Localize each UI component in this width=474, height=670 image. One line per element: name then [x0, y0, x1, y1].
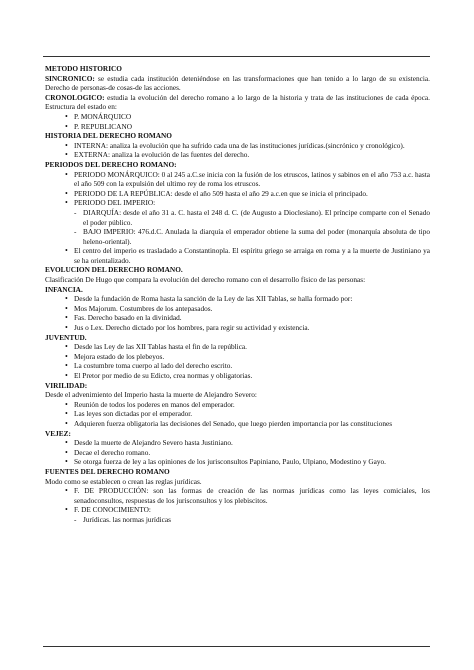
section-title-metodo: METODO HISTORICO	[45, 64, 122, 73]
list-item: • Jus o Lex. Derecho dictado por los hombres, para regir su actividad y existencia.	[45, 323, 430, 333]
paragraph-virilidad: Desde el advenimiento del Imperio hasta la muerte de Alejandro Severo:	[45, 390, 257, 400]
list-item: • Mejora estado de los plebeyos.	[45, 352, 430, 362]
sub-list-item	[45, 227, 430, 246]
header-rule	[43, 56, 430, 57]
paragraph-cronologico	[45, 93, 430, 112]
sub-list-item	[45, 515, 430, 525]
sub-item-text: BAJO IMPERIO: 476.d.C. Anulada la diarquía el emperador obtiene la suma del poder (monarquía absoluta de tipo heleno-oriental).	[83, 227, 430, 246]
section-title-fuentes: FUENTES DEL DERECHO ROMANO	[45, 466, 170, 476]
list-fuentes	[45, 486, 430, 524]
dash-marker: -	[74, 514, 77, 524]
list-item: • PERIODO MONÁRQUICO: 0 al 245 a.C.se inicia con la fusión de los etruscos, latinos y sabinos en el año 753 a.c. hasta el año 509 con la expulsión del ultimo rey de roma los etruscos.	[45, 170, 430, 189]
paragraph-sincronico	[45, 74, 430, 93]
term-sincronico: SINCRONICO:	[45, 73, 95, 83]
text-cronologico: estudia la evolución del derecho romano a lo largo de la historia y trata de las instituciones de cada época. Estructura del estado en:	[45, 92, 430, 112]
list-item: • Desde la muerte de Alejandro Severo hasta Justiniano.	[45, 438, 430, 448]
list-virilidad	[45, 400, 430, 429]
footer-rule	[43, 646, 430, 647]
list-item: • Desde la fundación de Roma hasta la sanción de la Ley de las XII Tablas, se halla formado por:	[45, 294, 430, 304]
section-title-historia: HISTORIA DEL DERECHO ROMANO	[45, 131, 172, 141]
term-cronologico: CRONOLOGICO:	[45, 92, 105, 102]
sub-item-text: DIARQUÍA: desde el año 31 a. C. hasta el 248 d. C. (de Augusto a Dioclesiano). El príncipe comparte con el Senado el poder público.	[83, 207, 430, 227]
section-title-virilidad: VIRILIDAD:	[45, 380, 88, 390]
list-item: • PERIODO DE LA REPÚBLICA: desde el año 509 hasta el año 29 a.c.en que se inicia el principado.	[45, 189, 430, 199]
dash-marker: -	[74, 207, 77, 217]
list-item: • La costumbre toma cuerpo al lado del derecho escrito.	[45, 361, 430, 371]
list-item: • F. DE CONOCIMIENTO:	[45, 505, 430, 515]
section-title-infancia: INFANCIA.	[45, 284, 83, 294]
paragraph-fuentes: Modo como se establecen o crean las reglas jurídicas.	[45, 476, 202, 486]
list-item: • El centro del imperio es trasladado a Constantinopla. El espíritu griego se arraiga en roma y a la muerte de Justiniano ya se ha orientalizado.	[45, 246, 430, 265]
list-item: • Reunión de todos los poderes en manos del emperador.	[45, 400, 430, 410]
list-item: • PERIODO DEL IMPERIO:	[45, 198, 430, 208]
list-item: • Adquieren fuerza obligatoria las decisiones del Senado, que luego pierden importancia por las constituciones	[45, 419, 430, 429]
paragraph-evolucion: Clasificación De Hugo que compara la evolución del derecho romano con el desarrollo físico de las personas:	[45, 275, 366, 285]
list-item: • Mos Majorum. Costumbres de los antepasados.	[45, 304, 430, 314]
list-item: • Se otorga fuerza de ley a las opiniones de los jurisconsultos Papiniano, Paulo, Ulpiano, Modestino y Gayo.	[45, 457, 430, 467]
list-periodos	[45, 170, 430, 266]
list-item: • Las leyes son dictadas por el emperador.	[45, 409, 430, 419]
list-vejez	[45, 438, 430, 467]
list-item: • Fas. Derecho basado en la divinidad.	[45, 313, 430, 323]
sub-item-text: Jurídicas. las normas jurídicas	[83, 514, 171, 524]
list-item: • F. DE PRODUCCIÓN: son las formas de creación de las normas jurídicas como las leyes comiciales, los senadoconsultos, respuestas de los jurisconsultos y los plebiscitos.	[45, 486, 430, 505]
sub-list-item	[45, 208, 430, 227]
document-body	[45, 64, 430, 525]
list-item: • EXTERNA: analiza la evolución de las fuentes del derecho.	[45, 150, 430, 160]
list-juventud	[45, 342, 430, 380]
list-estructura	[45, 112, 430, 131]
section-title-evolucion: EVOLUCION DEL DERECHO ROMANO.	[45, 265, 183, 275]
list-item: • P. MONÁRQUICO	[45, 112, 430, 122]
section-title-vejez: VEJEZ:	[45, 428, 71, 438]
list-item: • P. REPUBLICANO	[45, 122, 430, 132]
list-item: • Desde las Ley de las XII Tablas hasta el fin de la república.	[45, 342, 430, 352]
list-item: • El Pretor por medio de su Edicto, crea normas y obligatorias.	[45, 371, 430, 381]
section-title-periodos: PERIODOS DEL DERECHO ROMANO:	[45, 159, 177, 169]
list-item: • INTERNA: analiza la evolución que ha sufrido cada una de las instituciones jurídicas.(sincrónico y cronológico).	[45, 141, 430, 151]
list-historia	[45, 141, 430, 160]
dash-marker: -	[74, 227, 77, 237]
list-infancia	[45, 294, 430, 332]
section-title-juventud: JUVENTUD.	[45, 332, 87, 342]
text-sincronico: se estudia cada institución deteniéndose en las transformaciones que han tenido a lo largo de su existencia. Derecho de personas-de cosas-de las acciones.	[45, 73, 430, 93]
list-item: • Decae el derecho romano.	[45, 448, 430, 458]
